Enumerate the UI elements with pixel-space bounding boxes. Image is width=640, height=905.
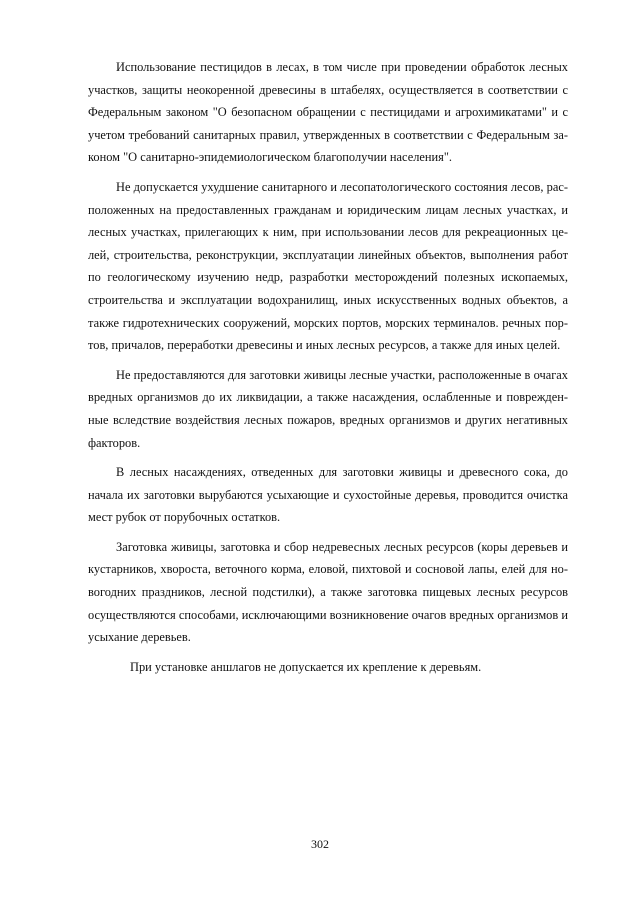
paragraph-resin-sap-stands: В лесных насаждениях, отведенных для заготовки живицы и древесного сока, до начала их заготовки вырубаются усыхающие и сухостойные деревья, проводится очистка мест рубок от порубочных остатков. (88, 465, 568, 525)
paragraph-non-timber-resources: Заготовка живицы, заготовка и сбор недревесных лесных ресурсов (коры деревьев и кустарников, хвороста, веточного корма, еловой, пихтовой и сосновой лапы, елей для новогодних праздников, лесной подстилки), а также заготовка пищевых лесных ресурсов осуществляются способами, исключающими возникновение очагов вредных организмов и усыхание деревьев. (88, 539, 568, 645)
page-number: 302 (311, 837, 329, 851)
paragraph-signage: При установке аншлагов не допускается их крепление к деревьям. (130, 659, 482, 674)
paragraph-pesticides: Использование пестицидов в лесах, в том числе при проведении обработок лесных участков, защиты неокоренной древесины в штабелях, осуществляется в соответствии с Федеральным законом "О безопасном обращении с пестицидами и агрохимикатами" и с учетом требований санитарных правил, утвержденных в соответствии с Федеральным законом "О санитарно-эпидемиологическом благополучии населения". (88, 60, 568, 165)
document-body (88, 56, 568, 685)
paragraph-resin-plots: Не предоставляются для заготовки живицы лесные участки, расположенные в очагах вредных организмов до их ликвидации, а также насаждения, ослабленные и поврежденные вследствие воздействия лесных пожаров, вредных организмов и других негативных факторов. (88, 367, 568, 450)
paragraph-sanitary-state: Не допускается ухудшение санитарного и лесопатологического состояния лесов, расположенных на предоставленных гражданам и юридическим лицам лесных участках, и лесных участках, прилегающих к ним, при использовании лесов для рекреационных целей, строительства, реконструкции, эксплуатации линейных объектов, выполнения работ по геологическому изучению недр, разработки месторождений полезных ископаемых, строительства и эксплуатации водохранилищ, иных искусственных водных объектов, а также гидротехнических сооружений, морских портов, морских терминалов. речных портов, причалов, переработки древесины и иных лесных ресурсов, а также для иных целей. (88, 179, 568, 353)
